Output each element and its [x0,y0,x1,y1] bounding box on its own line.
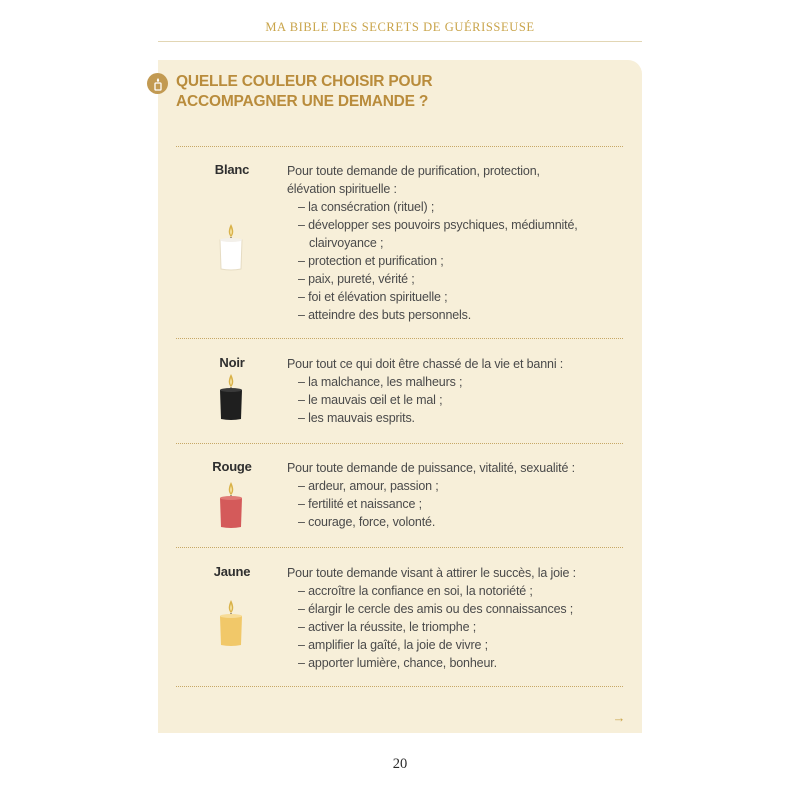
section-title [176,72,576,112]
list-item: – amplifier la gaîté, la joie de vivre ; [298,638,488,652]
divider [176,547,623,548]
intro-line: Pour toute demande de purification, protection, [287,164,540,178]
list-item: – développer ses pouvoirs psychiques, médiumnité, [298,218,578,232]
description-rouge [287,459,617,531]
list-item: – les mauvais esprits. [298,411,415,425]
list-item: – la consécration (rituel) ; [298,200,435,214]
description-blanc [287,162,617,324]
red-candle-icon [216,480,246,530]
page-number: 20 [392,756,408,772]
description-jaune [287,564,617,672]
divider [176,338,623,339]
black-candle-icon [216,372,246,422]
list-item: – la malchance, les malheurs ; [298,375,463,389]
header-rule [158,41,642,42]
white-candle-icon [216,222,246,272]
list-item: – accroître la confiance en soi, la notoriété ; [298,584,533,598]
intro-line: Pour tout ce qui doit être chassé de la vie et banni : [287,357,564,371]
description-noir [287,355,617,427]
list-item: – le mauvais œil et le mal ; [298,393,443,407]
color-name-jaune: Jaune [213,564,251,579]
color-name-blanc: Blanc [214,162,250,177]
intro-line: Pour toute demande de puissance, vitalité, sexualité : [287,461,575,475]
list-item: – paix, pureté, vérité ; [298,272,415,286]
section-title-line-2: ACCOMPAGNER UNE DEMANDE ? [176,93,429,110]
yellow-candle-icon [216,598,246,648]
divider [176,686,623,687]
list-item: – protection et purification ; [298,254,444,268]
color-name-noir: Noir [219,355,245,370]
intro-line: Pour toute demande visant à attirer le succès, la joie : [287,566,576,580]
list-item: – courage, force, volonté. [298,515,436,529]
list-item: – foi et élévation spirituelle ; [298,290,448,304]
section-title-line-1: QUELLE COULEUR CHOISIR POUR [176,73,433,90]
intro-line: élévation spirituelle : [287,182,397,196]
list-item: – apporter lumière, chance, bonheur. [298,656,497,670]
list-item: clairvoyance ; [309,236,384,250]
list-item: – élargir le cercle des amis ou des connaissances ; [298,602,574,616]
divider [176,443,623,444]
running-head: MA BIBLE DES SECRETS DE GUÉRISSEUSE [265,20,535,34]
candle-icon [147,73,168,94]
divider [176,146,623,147]
arrow-right-icon[interactable]: → [612,710,626,725]
list-item: – fertilité et naissance ; [298,497,422,511]
list-item: – ardeur, amour, passion ; [298,479,439,493]
list-item: – activer la réussite, le triomphe ; [298,620,477,634]
list-item: – atteindre des buts personnels. [298,308,472,322]
color-name-rouge: Rouge [212,459,252,474]
